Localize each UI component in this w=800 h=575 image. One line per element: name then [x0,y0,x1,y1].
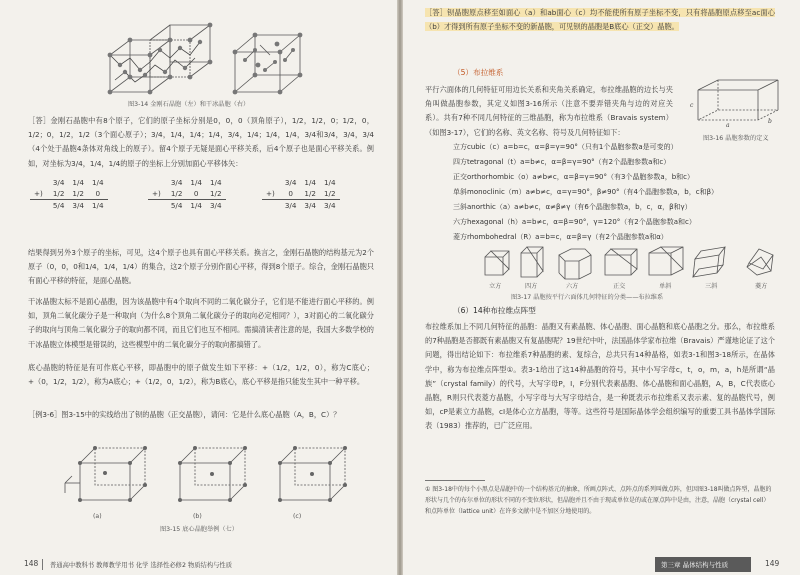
matrix-cell: 1/2 [304,189,316,198]
fig-3-15-caption: 图3-15 底心晶胞举例（七） [160,526,238,533]
svg-text:a: a [726,122,730,129]
fig-3-17-label-orthorhombic: 正交 [613,283,626,290]
matrix-cell: 1/4 [72,178,84,187]
matrix-cell: 1/4 [186,200,206,212]
coord-matrix-3: 3/4 1/4 1/4 +) 0 1/2 1/2 3/4 3/4 3/4 [262,177,340,211]
bravais-lattice-paragraph: 布拉维系加上不同几何特征的晶胞：晶胞又有素晶胞、体心晶胞、面心晶胞和底心晶胞之分。那么，布拉维系的7种晶胞是否都既有素晶胞又有复晶胞呢？19世纪中叶，法国晶体学家布拉维（Bravais）严谨地论证了这个问题，得出结论如下：布拉维系7种晶胞的素、复综合，总共只有14种晶格，如表3-1和图3-18所示，在晶体学中，称为布拉维点阵型①。表3-1给出了这14种晶胞的符号，其中小写字母c，t，o，m，a，h是所谓“晶族”（crystal family）的代号，大写字母P，I，F分别代表素晶胞、体心晶胞和面心晶胞，A，B，C代表底心晶胞，R则只代表菱方晶胞，小写字母与大写字母结合，是一种既表示布拉维系又表示素、复的晶胞代号，例如，cP是素立方晶胞，cI是体心立方晶胞，等等。这些符号是国际晶体学会组织编写的重要工具书晶体学国际表（1983）推荐的，已广泛应用。 [425,322,775,431]
fig-3-17-label-cubic: 立方 [489,283,502,290]
left-page-number: 148 [24,559,39,568]
fig-3-15-base-centered-cells [60,438,360,513]
example-3-6-paragraph: ［例3-6］图3-15中的实线给出了钡的晶胞（正交晶胞），请问：它是什么底心晶胞（A，B，C）？ [28,410,341,419]
diamond-conclusion-paragraph: 结果得到另外3个原子的坐标，可见，这4个原子也具有面心平移关系。换言之，金刚石晶胞的结构基元为2个原子（0，0，0和1/4，1/4，1/4）的集合，这2个原子分别作面心平移，得到8个原子。综合，金刚石晶胞只有面心平移的特征，是面心晶胞。 [28,248,374,286]
bravais-system-paragraph: 平行六面体的几何特征可用边长关系和夹角关系确定，布拉维晶胞的边长与夹角叫做晶胞参数，其定义如图3-16所示（注意不要弄错夹角与边的对应关系）。共有7种不同几何特征的三维晶胞，称为布拉维系（Bravais system）（如图3-17），它们的名称、英文名称、符号及几何特征如下： [425,85,673,137]
answer-diamond-paragraph: ［答］金刚石晶胞中有8个原子，它们的原子坐标分别是0，0，0（顶角原子），1/2，1/2，0；1/2，0，1/2；0，1/2，1/2（3个面心原子）；3/4，1/4，1/4；1/4，3/4，1/4；1/4，1/4，3/4和3/4，3/4，3/4（4个处于晶胞4条体对角线上的原子）。留4个原子无疑是面心平移关系，后4个原子也是面心平移关系。例如，对坐标为3/4，1/4，1/4的原子的坐标上分别加面心平移体矢： [28,116,374,168]
fig-3-17-label-rhombohedral: 菱方 [755,283,768,290]
matrix-cell: 3/4 [206,200,226,212]
system-cubic: 立方cubic（c）a=b=c，α=β=γ=90°（只有1个晶胞参数a是可变的） [453,143,678,151]
svg-text:b: b [768,118,772,125]
system-monoclinic: 单斜monoclinic（m）a≠b≠c，α=γ=90°，β≠90°（有4个晶胞参数a，b，c和β） [453,188,719,196]
right-page-number: 149 [765,559,780,568]
base-centered-paragraph: 底心晶胞的特征是有可作底心平移，即晶胞中的原子做发生如下平移：+（1/2，1/2，0），称为C底心；+（0，1/2，1/2），称为A底心；+（1/2，0，1/2），称为B底心，底心平移是指只能发生其中一种平移。 [28,363,374,387]
fig-3-17-label-anorthic: 三斜 [705,283,718,290]
matrix-cell: 1/4 [190,178,202,187]
matrix-cell: 3/4 [320,200,340,212]
matrix-cell: 1/2 [72,189,84,198]
footer-divider [42,559,43,570]
matrix-cell: 3/4 [284,178,297,187]
matrix-cell: 3/4 [68,200,88,212]
matrix-cell: 0 [288,189,293,198]
left-footer [0,555,397,575]
matrix-cell: 1/4 [209,178,222,187]
matrix-cell: 1/2 [170,189,183,198]
section-5-heading: （5）布拉维系 [453,68,504,77]
matrix-cell: 3/4 [170,178,183,187]
chapter-title: 第三章 晶体结构与性质 [661,561,729,569]
matrix-cell: 1/4 [88,200,108,212]
matrix-cell: 3/4 [300,200,320,212]
system-anorthic: 三斜anorthic（a）a≠b≠c，α≠β≠γ（有6个晶胞参数a，b，c，α，β和γ） [453,203,692,211]
system-orthorhombic: 正交orthorhombic（o）a≠b≠c，α=β=γ=90°（有3个晶胞参数a，b和c） [453,173,695,181]
fig-3-17-seven-systems [481,245,781,281]
fig-3-16-caption: 图3-16 晶胞参数的定义 [703,135,769,142]
svg-text:c: c [690,102,694,109]
fig-3-17-label-monoclinic: 单斜 [659,283,672,290]
section-6-heading: （6）14种布拉维点阵型 [453,306,536,315]
coord-matrix-2: 3/4 1/4 1/4 +) 1/2 0 1/2 5/4 1/4 3/4 [148,177,226,211]
fig-3-17-caption: 图3-17 晶胞按平行六面体几何特征的分类——布拉维系 [511,294,664,301]
right-page [403,0,800,575]
fig-3-15-label-c: (c) [293,513,302,520]
answer-barium-paragraph [425,6,775,34]
matrix-cell: 0 [95,189,101,198]
matrix-cell: 0 [193,189,199,198]
fig-3-15-label-a: (a) [93,513,102,520]
coord-matrix-1: 3/4 1/4 1/4 +) 1/2 1/2 0 5/4 3/4 1/4 [30,177,108,211]
matrix-cell: 1/4 [91,178,104,187]
system-tetragonal: 四方tetragonal（t）a=b≠c，α=β=γ=90°（有2个晶胞参数a和c） [453,158,671,166]
matrix-cell: 1/4 [304,178,316,187]
matrix-cell: 5/4 [167,200,187,212]
footnote-rule [425,480,485,481]
fig-3-14-diamond-dryice-cells [95,20,305,100]
matrix-cell: 3/4 [281,200,301,212]
left-page [0,0,397,575]
right-footer [403,555,800,575]
fig-3-15-label-b: (b) [193,513,202,520]
system-hexagonal: 六方hexagonal（h）a=b≠c，α=β=90°，γ=120°（有2个晶胞参数a和c） [453,218,696,226]
matrix-cell: 1/4 [323,178,336,187]
fig-3-17-label-tetragonal: 四方 [525,283,538,290]
matrix-cell: 3/4 [52,178,65,187]
footnote: ① 图3-18中的每个小黑点是晶胞中的一个结构基元的抽象，所画点阵式、点阵点的系列叫做点阵，但因图3-18叫做点阵型，晶胞的形状与几个的布尔单位的形状不同的不变位形状，但晶胞并且不由于现或单位是的或在原点阵中是由，注意，晶胞（crystal cell）和点阵单位（lattice unit）在许多文献中是不加区分地使用的。 [425,486,772,515]
matrix-cell: 5/4 [49,200,69,212]
system-rhombohedral: 菱方rhombohedral（R）a=b=c，α=β=γ（有2个晶胞参数a和α） [453,233,668,241]
answer-barium-text: ［答］钡晶胞原点移至如面心（a）和ab面心（c）均不能使所有原子坐标不变，只有将晶胞原点移至ac面心（b）才得到所有原子坐标不变的新晶胞，可见钡的晶胞是B底心（正交）晶胞。 [425,8,775,32]
matrix-cell: 1/2 [209,189,222,198]
fig-3-14-caption: 图3-14 金刚石晶胞（左）和干冰晶胞（右） [128,101,250,108]
fig-3-17-label-hexagonal: 六方 [566,283,579,290]
matrix-cell: 1/2 [52,189,65,198]
dryice-paragraph: 干冰晶胞太标不是面心晶胞，因为该晶胞中有4个取向不同的二氧化碳分子，它们是不能进行面心平移的。例如，顶角二氧化碳分子是一种取向（为什么8个顶角二氧化碳分子的取向必定相同？），3对面心的二氧化碳分子的取向与顶角二氧化碳分子的取向都不同，而且它们也互不相同。需搞清读者注意的是，我国大多数学校的干冰晶胞立体模型是错误的，这些模型中的二氧化碳分子的取向都搞错了。 [28,297,374,349]
fig-3-16-cell-parameters [688,75,788,130]
matrix-cell: 1/2 [323,189,336,198]
left-footer-text: 普通高中教科书 教师教学用书 化学 选择性必修2 物质结构与性质 [50,562,233,569]
